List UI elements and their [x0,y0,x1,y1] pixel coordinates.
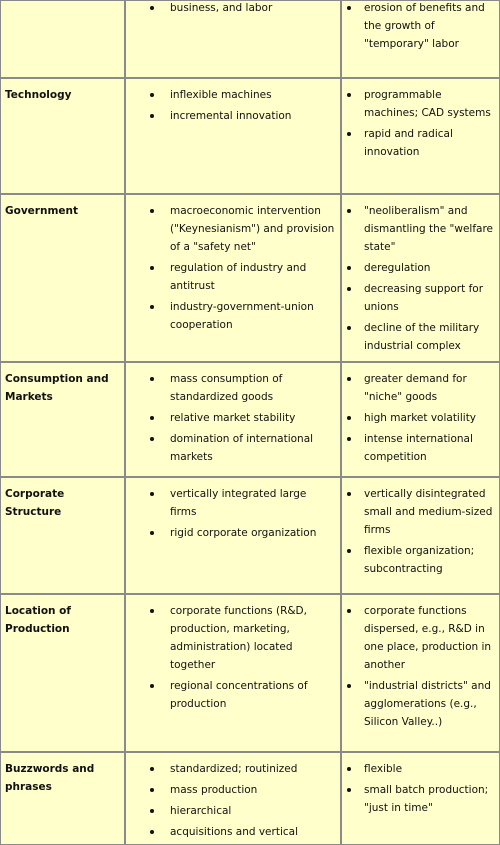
fordist-list [126,79,340,125]
list-item: programmable machines; CAD systems [364,86,495,122]
table-row-buzzwords-and-phrases [0,752,500,845]
list-item: rapid and radical innovation [364,125,495,161]
list-item: regional concentrations of production [170,677,336,713]
fordist-list [126,595,340,713]
table-row-location-of-production [0,594,500,752]
fordist-cell [125,477,341,594]
list-item: corporate functions (R&D, production, marketing, administration) located together [170,602,336,674]
row-category: Location of Production [0,594,125,752]
row-category: Consumption and Markets [0,362,125,477]
postfordist-list [342,753,499,817]
fordist-cell [125,752,341,845]
list-item: "industrial districts" and agglomerations (e.g., Silicon Valley..) [364,677,495,731]
list-item: vertically disintegrated small and medium-sized firms [364,485,495,539]
postfordist-cell [341,194,500,362]
postfordist-list [342,0,499,53]
list-item: standardized; routinized [170,760,336,778]
list-item: "neoliberalism" and dismantling the "welfare state" [364,202,495,256]
table-row-continued [0,0,500,78]
list-item: decline of the military industrial complex [364,319,495,355]
list-item: greater demand for "niche" goods [364,370,495,406]
table-row-government [0,194,500,362]
row-category: Corporate Structure [0,477,125,594]
list-item: industry-government-union cooperation [170,298,336,334]
postfordist-cell [341,0,500,78]
fordist-list [126,195,340,334]
list-item: domination of international markets [170,430,336,466]
postfordist-list [342,478,499,578]
list-item: relative market stability [170,409,336,427]
postfordist-cell [341,477,500,594]
table-row-technology [0,78,500,194]
list-item: vertically integrated large firms [170,485,336,521]
list-item: corporate functions dispersed, e.g., R&D in one place, production in another [364,602,495,674]
list-item: acquisitions and vertical [170,823,336,841]
fordist-cell [125,594,341,752]
list-item: inflexible machines [170,86,336,104]
list-item: mass consumption of standardized goods [170,370,336,406]
list-item: decreasing support for unions [364,280,495,316]
fordist-list [126,363,340,466]
fordist-cell [125,194,341,362]
list-item: hierarchical [170,802,336,820]
list-item: deregulation [364,259,495,277]
postfordist-list [342,595,499,731]
list-item: rigid corporate organization [170,524,336,542]
postfordist-list [342,363,499,466]
postfordist-cell [341,752,500,845]
fordist-cell [125,362,341,477]
list-item: small batch production; "just in time" [364,781,495,817]
list-item: business, and labor [170,0,336,17]
list-item: regulation of industry and antitrust [170,259,336,295]
table-row-corporate-structure [0,477,500,594]
fordist-cell [125,78,341,194]
list-item: incremental innovation [170,107,336,125]
fordist-list [126,753,340,841]
list-item: intense international competition [364,430,495,466]
postfordist-cell [341,78,500,194]
postfordist-cell [341,594,500,752]
postfordist-list [342,195,499,355]
postfordist-cell [341,362,500,477]
row-category: Technology [0,78,125,194]
row-category [0,0,125,78]
list-item: erosion of benefits and the growth of "temporary" labor [364,0,495,53]
list-item: macroeconomic intervention ("Keynesianism") and provision of a "safety net" [170,202,336,256]
table-row-consumption-and-markets [0,362,500,477]
list-item: flexible organization; subcontracting [364,542,495,578]
row-category: Buzzwords and phrases [0,752,125,845]
list-item: mass production [170,781,336,799]
fordist-list [126,478,340,542]
list-item: high market volatility [364,409,495,427]
postfordist-list [342,79,499,161]
fordist-cell [125,0,341,78]
fordist-list [126,0,340,17]
list-item: flexible [364,760,495,778]
row-category: Government [0,194,125,362]
